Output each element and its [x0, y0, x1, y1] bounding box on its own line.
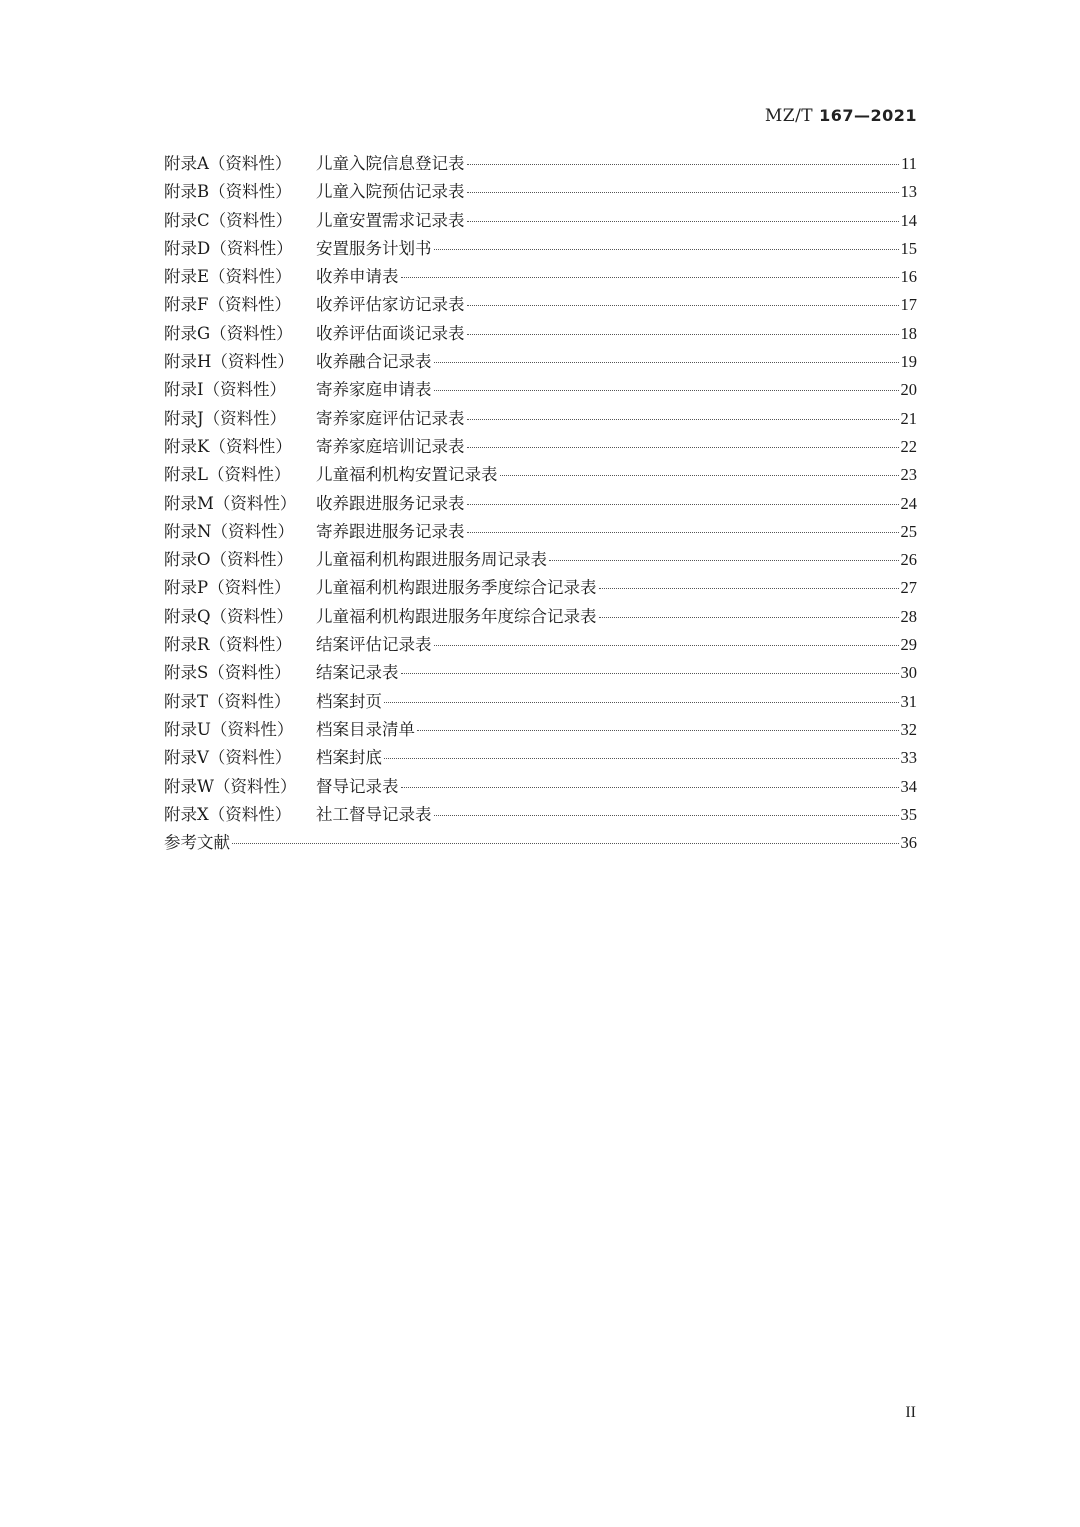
toc-entry-label: 附录J（资料性）	[164, 408, 287, 428]
toc-entry[interactable]	[164, 291, 917, 319]
toc-entry[interactable]	[164, 178, 917, 206]
dot-leader	[384, 758, 899, 759]
toc-entry-label: 附录D（资料性）	[164, 238, 293, 258]
toc-entry-title: 儿童福利机构安置记录表	[316, 465, 498, 485]
toc-entry-label: 附录X（资料性）	[164, 804, 292, 824]
toc-entry-title: 寄养家庭培训记录表	[316, 436, 465, 456]
dot-leader	[467, 305, 899, 306]
toc-entry-page: 28	[900, 606, 917, 626]
dot-leader	[417, 730, 899, 731]
document-code-prefix: MZ/T	[764, 106, 814, 126]
toc-entry[interactable]	[164, 574, 917, 602]
dot-leader	[467, 221, 899, 222]
toc-entry-page: 13	[900, 182, 917, 202]
toc-entry-label: 附录W（资料性）	[164, 776, 297, 796]
toc-entry[interactable]	[164, 546, 917, 574]
toc-entry-page: 31	[900, 691, 917, 711]
toc-entry-page: 27	[900, 578, 917, 598]
toc-entry-page: 34	[900, 776, 917, 796]
toc-entry-title: 收养评估面谈记录表	[316, 323, 465, 343]
toc-entry-label: 附录P（资料性）	[164, 578, 291, 598]
dot-leader	[434, 645, 899, 646]
toc-entry-title: 寄养家庭申请表	[316, 380, 432, 400]
toc-entry-title: 结案记录表	[316, 663, 399, 683]
toc-entry-title: 儿童福利机构跟进服务季度综合记录表	[316, 578, 597, 598]
toc-entry-label: 附录R（资料性）	[164, 635, 292, 655]
toc-entry-label: 附录E（资料性）	[164, 267, 292, 287]
toc-entry[interactable]	[164, 207, 917, 235]
toc-entry-label: 附录N（资料性）	[164, 521, 294, 541]
toc-entry-page: 15	[900, 238, 917, 258]
toc-entry-page: 30	[900, 663, 917, 683]
toc-entry-title: 收养申请表	[316, 267, 399, 287]
table-of-contents	[164, 150, 917, 857]
toc-entry-page: 21	[900, 408, 917, 428]
toc-entry[interactable]	[164, 263, 917, 291]
toc-entry[interactable]	[164, 405, 917, 433]
toc-entry[interactable]	[164, 518, 917, 546]
toc-entry-title: 收养融合记录表	[316, 352, 432, 372]
toc-entry-title: 儿童福利机构跟进服务周记录表	[316, 550, 547, 570]
toc-entry[interactable]	[164, 603, 917, 631]
toc-entry[interactable]	[164, 461, 917, 489]
toc-entry[interactable]	[164, 150, 917, 178]
toc-entry-label: 附录S（资料性）	[164, 663, 291, 683]
references-title: 参考文献	[164, 833, 230, 853]
toc-entry-label: 附录H（资料性）	[164, 352, 294, 372]
toc-entry-label: 附录T（资料性）	[164, 691, 291, 711]
toc-entry-label: 附录B（资料性）	[164, 182, 292, 202]
toc-entry[interactable]	[164, 716, 917, 744]
dot-leader	[401, 277, 899, 278]
dot-leader	[467, 192, 899, 193]
toc-entry-title: 档案目录清单	[316, 719, 415, 739]
toc-entry-title: 儿童福利机构跟进服务年度综合记录表	[316, 606, 597, 626]
toc-entry-label: 附录O（资料性）	[164, 550, 294, 570]
toc-entry-title: 儿童入院信息登记表	[316, 154, 465, 173]
dot-leader	[599, 617, 899, 618]
dot-leader	[401, 787, 899, 788]
references-page: 36	[900, 833, 917, 853]
toc-entry[interactable]	[164, 801, 917, 829]
toc-entry-page: 33	[900, 748, 917, 768]
toc-entry-label: 附录L（资料性）	[164, 465, 291, 485]
toc-entry-title: 社工督导记录表	[316, 804, 432, 824]
toc-entry-label: 附录F（资料性）	[164, 295, 291, 315]
toc-entry[interactable]	[164, 320, 917, 348]
dot-leader	[549, 560, 899, 561]
dot-leader	[401, 673, 899, 674]
dot-leader	[599, 588, 899, 589]
dot-leader	[467, 532, 899, 533]
toc-entry-title: 寄养跟进服务记录表	[316, 521, 465, 541]
toc-entry[interactable]	[164, 376, 917, 404]
toc-entry-label: 附录K（资料性）	[164, 436, 292, 456]
toc-entry-label: 附录U（资料性）	[164, 719, 294, 739]
dot-leader	[467, 164, 900, 165]
toc-entry-label: 附录G（资料性）	[164, 323, 293, 343]
toc-entry-title: 儿童安置需求记录表	[316, 210, 465, 230]
toc-entry-page: 17	[900, 295, 917, 315]
dot-leader	[434, 249, 899, 250]
toc-entry-title: 收养评估家访记录表	[316, 295, 465, 315]
toc-entry-page: 25	[900, 521, 917, 541]
toc-entry-page: 18	[900, 323, 917, 343]
toc-entry-label: 附录I（资料性）	[164, 380, 287, 400]
toc-entry[interactable]	[164, 659, 917, 687]
toc-entry-page: 32	[900, 719, 917, 739]
toc-entry-references[interactable]	[164, 829, 917, 857]
toc-entry-label: 附录A（资料性）	[164, 154, 292, 173]
dot-leader	[434, 815, 899, 816]
document-code	[765, 106, 917, 126]
toc-entry-page: 29	[900, 635, 917, 655]
toc-entry-label: 附录M（资料性）	[164, 493, 297, 513]
toc-entry-title: 儿童入院预估记录表	[316, 182, 465, 202]
toc-entry[interactable]	[164, 631, 917, 659]
toc-entry-title: 安置服务计划书	[316, 238, 432, 258]
dot-leader	[434, 362, 899, 363]
toc-entry-title: 督导记录表	[316, 776, 399, 796]
toc-entry-page: 23	[900, 465, 917, 485]
toc-entry-label: 附录V（资料性）	[164, 748, 292, 768]
toc-entry-page: 20	[900, 380, 917, 400]
page-number: II	[905, 1404, 916, 1421]
dot-leader	[467, 504, 899, 505]
toc-entry-page: 14	[900, 210, 917, 230]
toc-entry[interactable]	[164, 773, 917, 801]
toc-entry[interactable]	[164, 490, 917, 518]
toc-entry-page: 22	[900, 436, 917, 456]
document-code-number: 167—2021	[819, 106, 917, 125]
toc-entry-title: 结案评估记录表	[316, 635, 432, 655]
dot-leader	[500, 475, 899, 476]
dot-leader	[434, 390, 899, 391]
toc-entry-label: 附录C（资料性）	[164, 210, 293, 230]
toc-entry-title: 档案封底	[316, 748, 382, 768]
toc-entry-page: 11	[901, 154, 917, 173]
dot-leader	[467, 447, 899, 448]
toc-entry-page: 19	[900, 352, 917, 372]
toc-entry[interactable]	[164, 688, 917, 716]
toc-entry-title: 档案封页	[316, 691, 382, 711]
toc-entry-page: 16	[900, 267, 917, 287]
toc-entry[interactable]	[164, 744, 917, 772]
toc-entry[interactable]	[164, 348, 917, 376]
toc-entry-title: 寄养家庭评估记录表	[316, 408, 465, 428]
dot-leader	[384, 702, 899, 703]
dot-leader	[232, 843, 899, 844]
toc-entry[interactable]	[164, 235, 917, 263]
toc-entry[interactable]	[164, 433, 917, 461]
dot-leader	[467, 334, 899, 335]
toc-entry-label: 附录Q（资料性）	[164, 606, 294, 626]
toc-entry-page: 35	[900, 804, 917, 824]
toc-entry-page: 24	[900, 493, 917, 513]
toc-entry-title: 收养跟进服务记录表	[316, 493, 465, 513]
dot-leader	[467, 419, 899, 420]
toc-entry-page: 26	[900, 550, 917, 570]
